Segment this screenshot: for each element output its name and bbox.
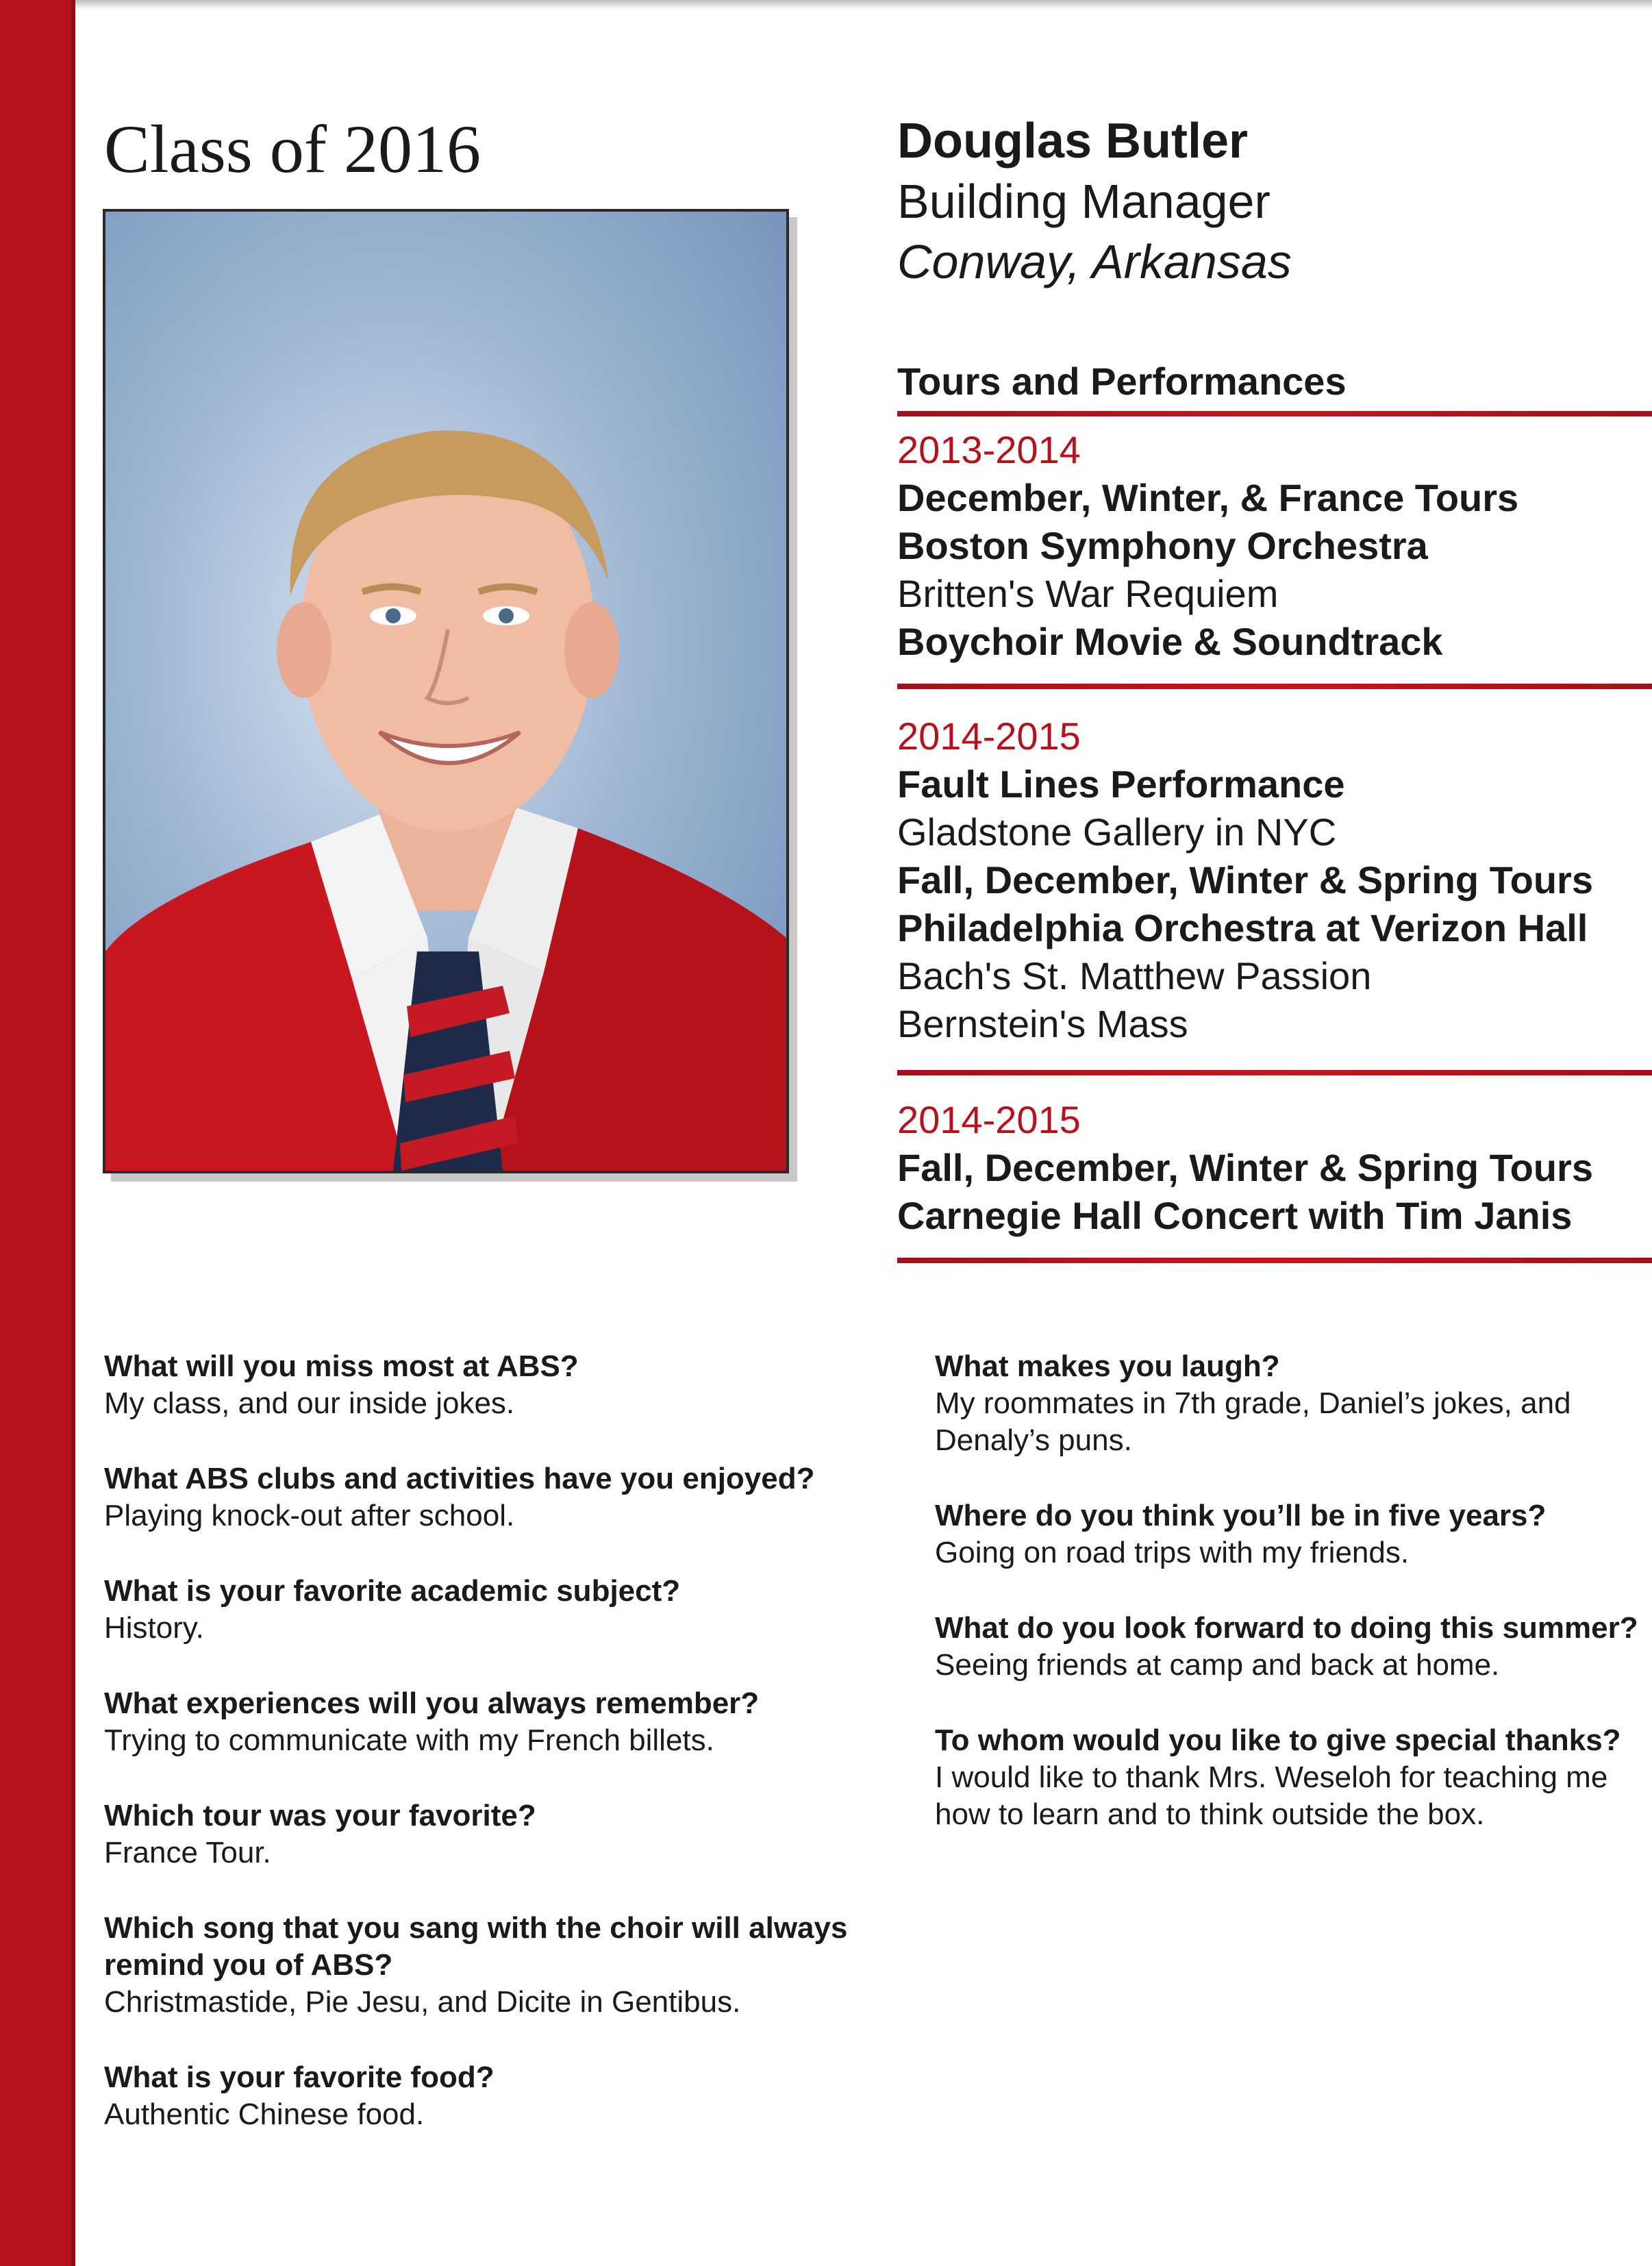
qa-answer: History. <box>104 1611 204 1645</box>
left-red-bar-edge <box>71 0 75 2266</box>
qa-question: What ABS clubs and activities have you enjoyed? <box>104 1462 815 1495</box>
tour-year: 2014-2015 <box>897 1098 1081 1141</box>
qa-answer: Trying to communicate with my French billets. <box>104 1723 714 1757</box>
qa-question: What makes you laugh? <box>935 1349 1280 1383</box>
tour-group-2 <box>897 712 1593 1048</box>
qa-answer: I would like to thank Mrs. Weseloh for teaching me how to learn and to think outside the box. <box>935 1760 1608 1831</box>
student-header <box>897 111 1292 292</box>
qa-answer: My class, and our inside jokes. <box>104 1386 515 1420</box>
qa-question: Which song that you sang with the choir will always remind you of ABS? <box>104 1911 848 1982</box>
qa-answer: Going on road trips with my friends. <box>935 1536 1410 1569</box>
qa-answer: France Tour. <box>104 1836 271 1869</box>
qa-question: What will you miss most at ABS? <box>104 1349 579 1383</box>
tour-year: 2013-2014 <box>897 428 1081 471</box>
scan-top-edge <box>0 0 1652 10</box>
left-red-bar <box>0 0 74 2266</box>
qa-question: What is your favorite food? <box>104 2060 495 2094</box>
qa-item <box>104 1910 899 2021</box>
tour-line: Bernstein's Mass <box>897 1002 1188 1045</box>
tour-line: Philadelphia Orchestra at Verizon Hall <box>897 906 1588 949</box>
qa-answer: My roommates in 7th grade, Daniel’s jokes, and Denaly’s puns. <box>935 1386 1571 1457</box>
qa-answer: Seeing friends at camp and back at home. <box>935 1648 1500 1682</box>
tour-year: 2014-2015 <box>897 714 1081 758</box>
tours-heading: Tours and Performances <box>897 360 1347 403</box>
class-title: Class of 2016 <box>104 111 481 187</box>
qa-item <box>104 2059 899 2133</box>
tour-line: December, Winter, & France Tours <box>897 476 1519 519</box>
tour-line: Fall, December, Winter & Spring Tours <box>897 858 1593 901</box>
tour-line: Boston Symphony Orchestra <box>897 524 1428 567</box>
qa-answer: Authentic Chinese food. <box>104 2097 425 2131</box>
qa-item <box>935 1497 1652 1571</box>
student-name: Douglas Butler <box>897 114 1249 169</box>
qa-question: What is your favorite academic subject? <box>104 1574 681 1608</box>
tours-divider-1 <box>897 411 1652 416</box>
tour-line: Gladstone Gallery in NYC <box>897 810 1337 854</box>
tour-line: Fall, December, Winter & Spring Tours <box>897 1146 1593 1189</box>
qa-item <box>935 1348 1652 1459</box>
tours-divider-3 <box>897 1070 1652 1075</box>
qa-item <box>935 1722 1652 1833</box>
qa-question: Where do you think you’ll be in five years? <box>935 1499 1547 1532</box>
qa-item <box>104 1797 899 1871</box>
qa-question: To whom would you like to give special thanks? <box>935 1723 1621 1757</box>
qa-question: What experiences will you always remember? <box>104 1686 760 1720</box>
tour-line: Bach's St. Matthew Passion <box>897 954 1372 997</box>
tour-group-3 <box>897 1096 1593 1240</box>
qa-column-left <box>104 1348 899 2171</box>
qa-item <box>104 1685 899 1759</box>
student-hometown: Conway, Arkansas <box>897 235 1292 288</box>
qa-item <box>104 1460 899 1534</box>
tours-divider-2 <box>897 684 1652 689</box>
tour-line: Britten's War Requiem <box>897 572 1279 615</box>
student-portrait-photo <box>103 209 789 1173</box>
qa-question: Which tour was your favorite? <box>104 1799 536 1832</box>
qa-item <box>104 1348 899 1422</box>
tours-divider-4 <box>897 1258 1652 1263</box>
tour-group-1 <box>897 426 1518 666</box>
student-role: Building Manager <box>897 175 1271 228</box>
qa-answer: Christmastide, Pie Jesu, and Dicite in Gentibus. <box>104 1985 741 2019</box>
qa-answer: Playing knock-out after school. <box>104 1499 515 1532</box>
qa-column-right <box>935 1348 1652 1871</box>
qa-item <box>104 1573 899 1647</box>
qa-question: What do you look forward to doing this summer? <box>935 1611 1638 1645</box>
portrait-illustration <box>105 212 786 1171</box>
tour-line: Carnegie Hall Concert with Tim Janis <box>897 1194 1573 1237</box>
qa-item <box>935 1610 1652 1684</box>
tour-line: Boychoir Movie & Soundtrack <box>897 620 1443 663</box>
tour-line: Fault Lines Performance <box>897 762 1345 806</box>
